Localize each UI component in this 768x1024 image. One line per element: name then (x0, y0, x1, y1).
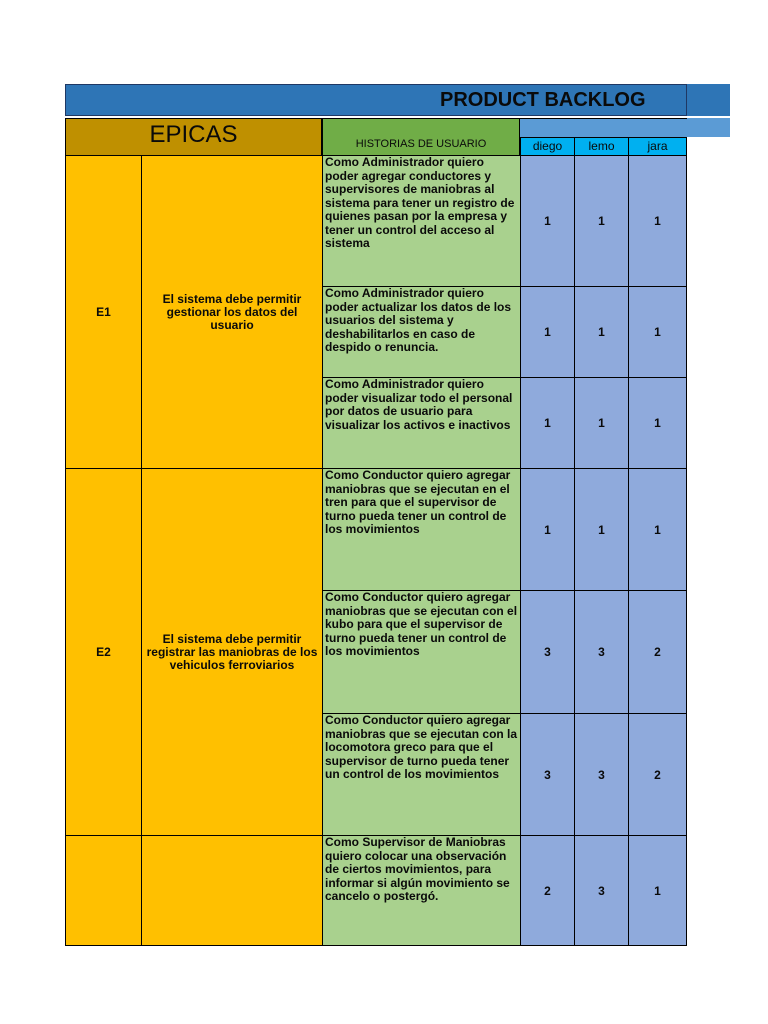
epic-id-e2: E2 (65, 468, 142, 836)
user-story: Como Conductor quiero agregar maniobras que se ejecutan en el tren para que el supervisor de turno pueda tener un control de los movimientos (322, 468, 521, 591)
estimate-lemo: 3 (574, 590, 629, 714)
user-story: Como Administrador quiero poder visualizar todo el personal por datos de usuario para visualizar los activos e inactivos (322, 377, 521, 469)
estimate-lemo: 3 (574, 713, 629, 836)
estimate-diego: 1 (520, 155, 575, 287)
estimate-diego: 1 (520, 377, 575, 469)
user-story: Como Supervisor de Maniobras quiero colocar una observación de ciertos movimientos, para informar si algún movimiento se cancelo o postergó. (322, 835, 521, 946)
estimate-diego: 1 (520, 468, 575, 591)
epic-description-e2: El sistema debe permitir registrar las maniobras de los vehiculos ferroviarios (141, 468, 323, 836)
title-bar-extension (687, 84, 730, 116)
estimate-jara: 2 (628, 713, 687, 836)
estimate-jara: 1 (628, 286, 687, 378)
estimate-diego: 1 (520, 286, 575, 378)
page-title: PRODUCT BACKLOG (440, 89, 646, 111)
historias-header-cell (322, 118, 520, 156)
user-story: Como Conductor quiero agregar maniobras que se ejecutan con el kubo para que el supervisor de turno pueda tener un control de los movimientos (322, 590, 521, 714)
member-header-jara: jara (628, 137, 687, 156)
estimate-diego: 3 (520, 590, 575, 714)
epic-id-e1: E1 (65, 155, 142, 469)
estimate-diego: 2 (520, 835, 575, 946)
estimate-diego: 3 (520, 713, 575, 836)
epic-description-e1: El sistema debe permitir gestionar los datos del usuario (141, 155, 323, 469)
estimate-jara: 1 (628, 377, 687, 469)
member-header-lemo: lemo (574, 137, 629, 156)
member-header-diego: diego (520, 137, 575, 156)
estimate-jara: 1 (628, 468, 687, 591)
estimate-jara: 2 (628, 590, 687, 714)
estimate-lemo: 1 (574, 155, 629, 287)
epicas-header: EPICAS (149, 121, 238, 148)
estimate-lemo: 1 (574, 286, 629, 378)
team-header-extension (687, 118, 730, 137)
user-story: Como Conductor quiero agregar maniobras que se ejecutan con la locomotora greco para que el supervisor de turno pueda tener un control de los movimientos (322, 713, 521, 836)
team-header-band (520, 118, 687, 137)
user-story: Como Administrador quiero poder agregar conductores y supervisores de maniobras al sistema para tener un registro de quienes pasan por la empresa y tener un control del acceso al sistema (322, 155, 521, 287)
estimate-jara: 1 (628, 835, 687, 946)
estimate-jara: 1 (628, 155, 687, 287)
epic-id-e3 (65, 835, 142, 946)
estimate-lemo: 3 (574, 835, 629, 946)
estimate-lemo: 1 (574, 377, 629, 469)
historias-header: HISTORIAS DE USUARIO (355, 138, 487, 150)
user-story: Como Administrador quiero poder actualizar los datos de los usuarios del sistema y deshabilitarlos en caso de despido o renuncia. (322, 286, 521, 378)
estimate-lemo: 1 (574, 468, 629, 591)
epic-description-e3 (141, 835, 323, 946)
